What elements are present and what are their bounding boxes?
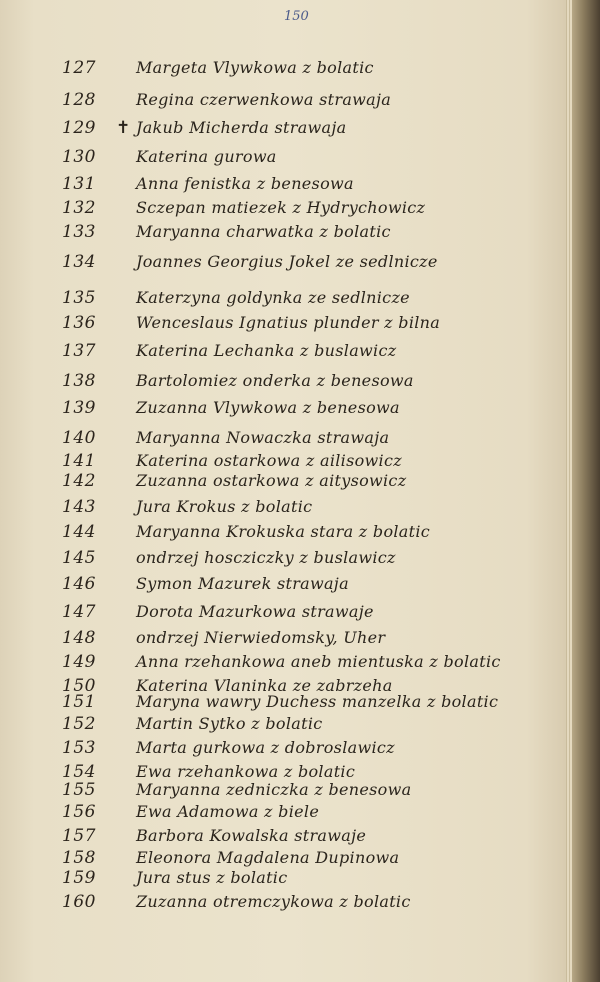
entry-name: Bartolomiez onderka z benesowa <box>136 371 414 390</box>
register-entry <box>0 371 560 399</box>
entry-name: Eleonora Magdalena Dupinowa <box>136 848 400 867</box>
entry-name: Regina czerwenkowa strawaja <box>136 90 392 109</box>
entry-number: 156 <box>62 802 96 822</box>
entry-name: Martin Sytko z bolatic <box>136 714 323 733</box>
entry-number: 138 <box>62 371 96 391</box>
entry-number: 128 <box>62 90 96 110</box>
entry-number: 157 <box>62 826 96 846</box>
cross-mark-icon: ✝ <box>116 118 131 138</box>
entry-name: Katerina ostarkowa z ailisowicz <box>136 451 402 470</box>
entry-number: 148 <box>62 628 96 648</box>
entry-number: 154 <box>62 762 96 782</box>
entry-name: Marta gurkowa z dobroslawicz <box>136 738 395 757</box>
entry-name: Zuzanna ostarkowa z aitysowicz <box>136 471 407 490</box>
entry-name: Zuzanna otremczykowa z bolatic <box>136 892 411 911</box>
entry-number: 143 <box>62 497 96 517</box>
entry-name: Jura Krokus z bolatic <box>136 497 313 516</box>
entry-number: 131 <box>62 174 96 194</box>
entry-name: Barbora Kowalska strawaje <box>136 826 367 845</box>
entry-number: 133 <box>62 222 96 242</box>
entry-name: Maryna wawry Duchess manzelka z bolatic <box>136 692 499 711</box>
entry-name: Margeta Vlywkowa z bolatic <box>136 58 374 77</box>
entry-name: Katerina gurowa <box>136 147 277 166</box>
entry-number: 155 <box>62 780 96 800</box>
register-entry <box>0 341 560 369</box>
entry-number: 150 <box>62 676 96 696</box>
entry-name: Maryanna zedniczka z benesowa <box>136 780 412 799</box>
entry-name: Katerina Vlaninka ze zabrzeha <box>136 676 393 695</box>
register-entry <box>0 58 560 86</box>
entry-number: 146 <box>62 574 96 594</box>
entry-name: Maryanna Nowaczka strawaja <box>136 428 390 447</box>
entry-number: 134 <box>62 252 96 272</box>
entry-number: 147 <box>62 602 96 622</box>
entry-number: 144 <box>62 522 96 542</box>
entry-number: 132 <box>62 198 96 218</box>
entry-number: 140 <box>62 428 96 448</box>
entry-number: 145 <box>62 548 96 568</box>
entry-number: 158 <box>62 848 96 868</box>
register-entry <box>0 522 560 550</box>
register-entry <box>0 497 560 525</box>
entry-name: Sczepan matiezek z Hydrychowicz <box>136 198 426 217</box>
register-entry <box>0 288 560 316</box>
entry-name: Anna fenistka z benesowa <box>136 174 354 193</box>
entry-number: 141 <box>62 451 96 471</box>
entry-name: Ewa Adamowa z biele <box>136 802 320 821</box>
entry-number: 130 <box>62 147 96 167</box>
register-entry <box>0 892 560 920</box>
entry-number: 151 <box>62 692 96 712</box>
entry-name: Zuzanna Vlywkowa z benesowa <box>136 398 400 417</box>
entry-name: ondrzej Nierwiedomsky, Uher <box>136 628 386 647</box>
entry-name: Katerina Lechanka z buslawicz <box>136 341 397 360</box>
entry-name: Dorota Mazurkowa strawaje <box>136 602 374 621</box>
register-entry <box>0 118 560 146</box>
entry-name: Katerzyna goldynka ze sedlnicze <box>136 288 410 307</box>
register-entry <box>0 471 560 499</box>
register-entry <box>0 602 560 630</box>
register-entry <box>0 398 560 426</box>
book-spine <box>572 0 600 982</box>
register-entry <box>0 574 560 602</box>
entry-number: 153 <box>62 738 96 758</box>
register-entry <box>0 548 560 576</box>
entry-name: ondrzej hoscziczky z buslawicz <box>136 548 396 567</box>
entry-name: Wenceslaus Ignatius plunder z bilna <box>136 313 441 332</box>
entry-name: Maryanna charwatka z bolatic <box>136 222 391 241</box>
entry-number: 129 <box>62 118 96 138</box>
entry-number: 135 <box>62 288 96 308</box>
entry-number: 160 <box>62 892 96 912</box>
entry-name: Symon Mazurek strawaja <box>136 574 349 593</box>
entry-number: 127 <box>62 58 96 78</box>
entry-name: Jura stus z bolatic <box>136 868 288 887</box>
folio-number: 150 <box>284 9 309 24</box>
entry-name: Jakub Micherda strawaja <box>136 118 347 137</box>
entry-name: Anna rzehankowa aneb mientuska z bolatic <box>136 652 501 671</box>
register-entry <box>0 222 560 250</box>
register-entry <box>0 252 560 280</box>
register-entry <box>0 90 560 118</box>
entry-number: 137 <box>62 341 96 361</box>
entry-number: 159 <box>62 868 96 888</box>
register-entry <box>0 313 560 341</box>
entry-name: Joannes Georgius Jokel ze sedlnicze <box>136 252 438 271</box>
entry-number: 152 <box>62 714 96 734</box>
entry-number: 139 <box>62 398 96 418</box>
entry-name: Maryanna Krokuska stara z bolatic <box>136 522 431 541</box>
entry-name: Ewa rzehankowa z bolatic <box>136 762 356 781</box>
entry-number: 136 <box>62 313 96 333</box>
entry-number: 149 <box>62 652 96 672</box>
register-entry <box>0 147 560 175</box>
entry-number: 142 <box>62 471 96 491</box>
